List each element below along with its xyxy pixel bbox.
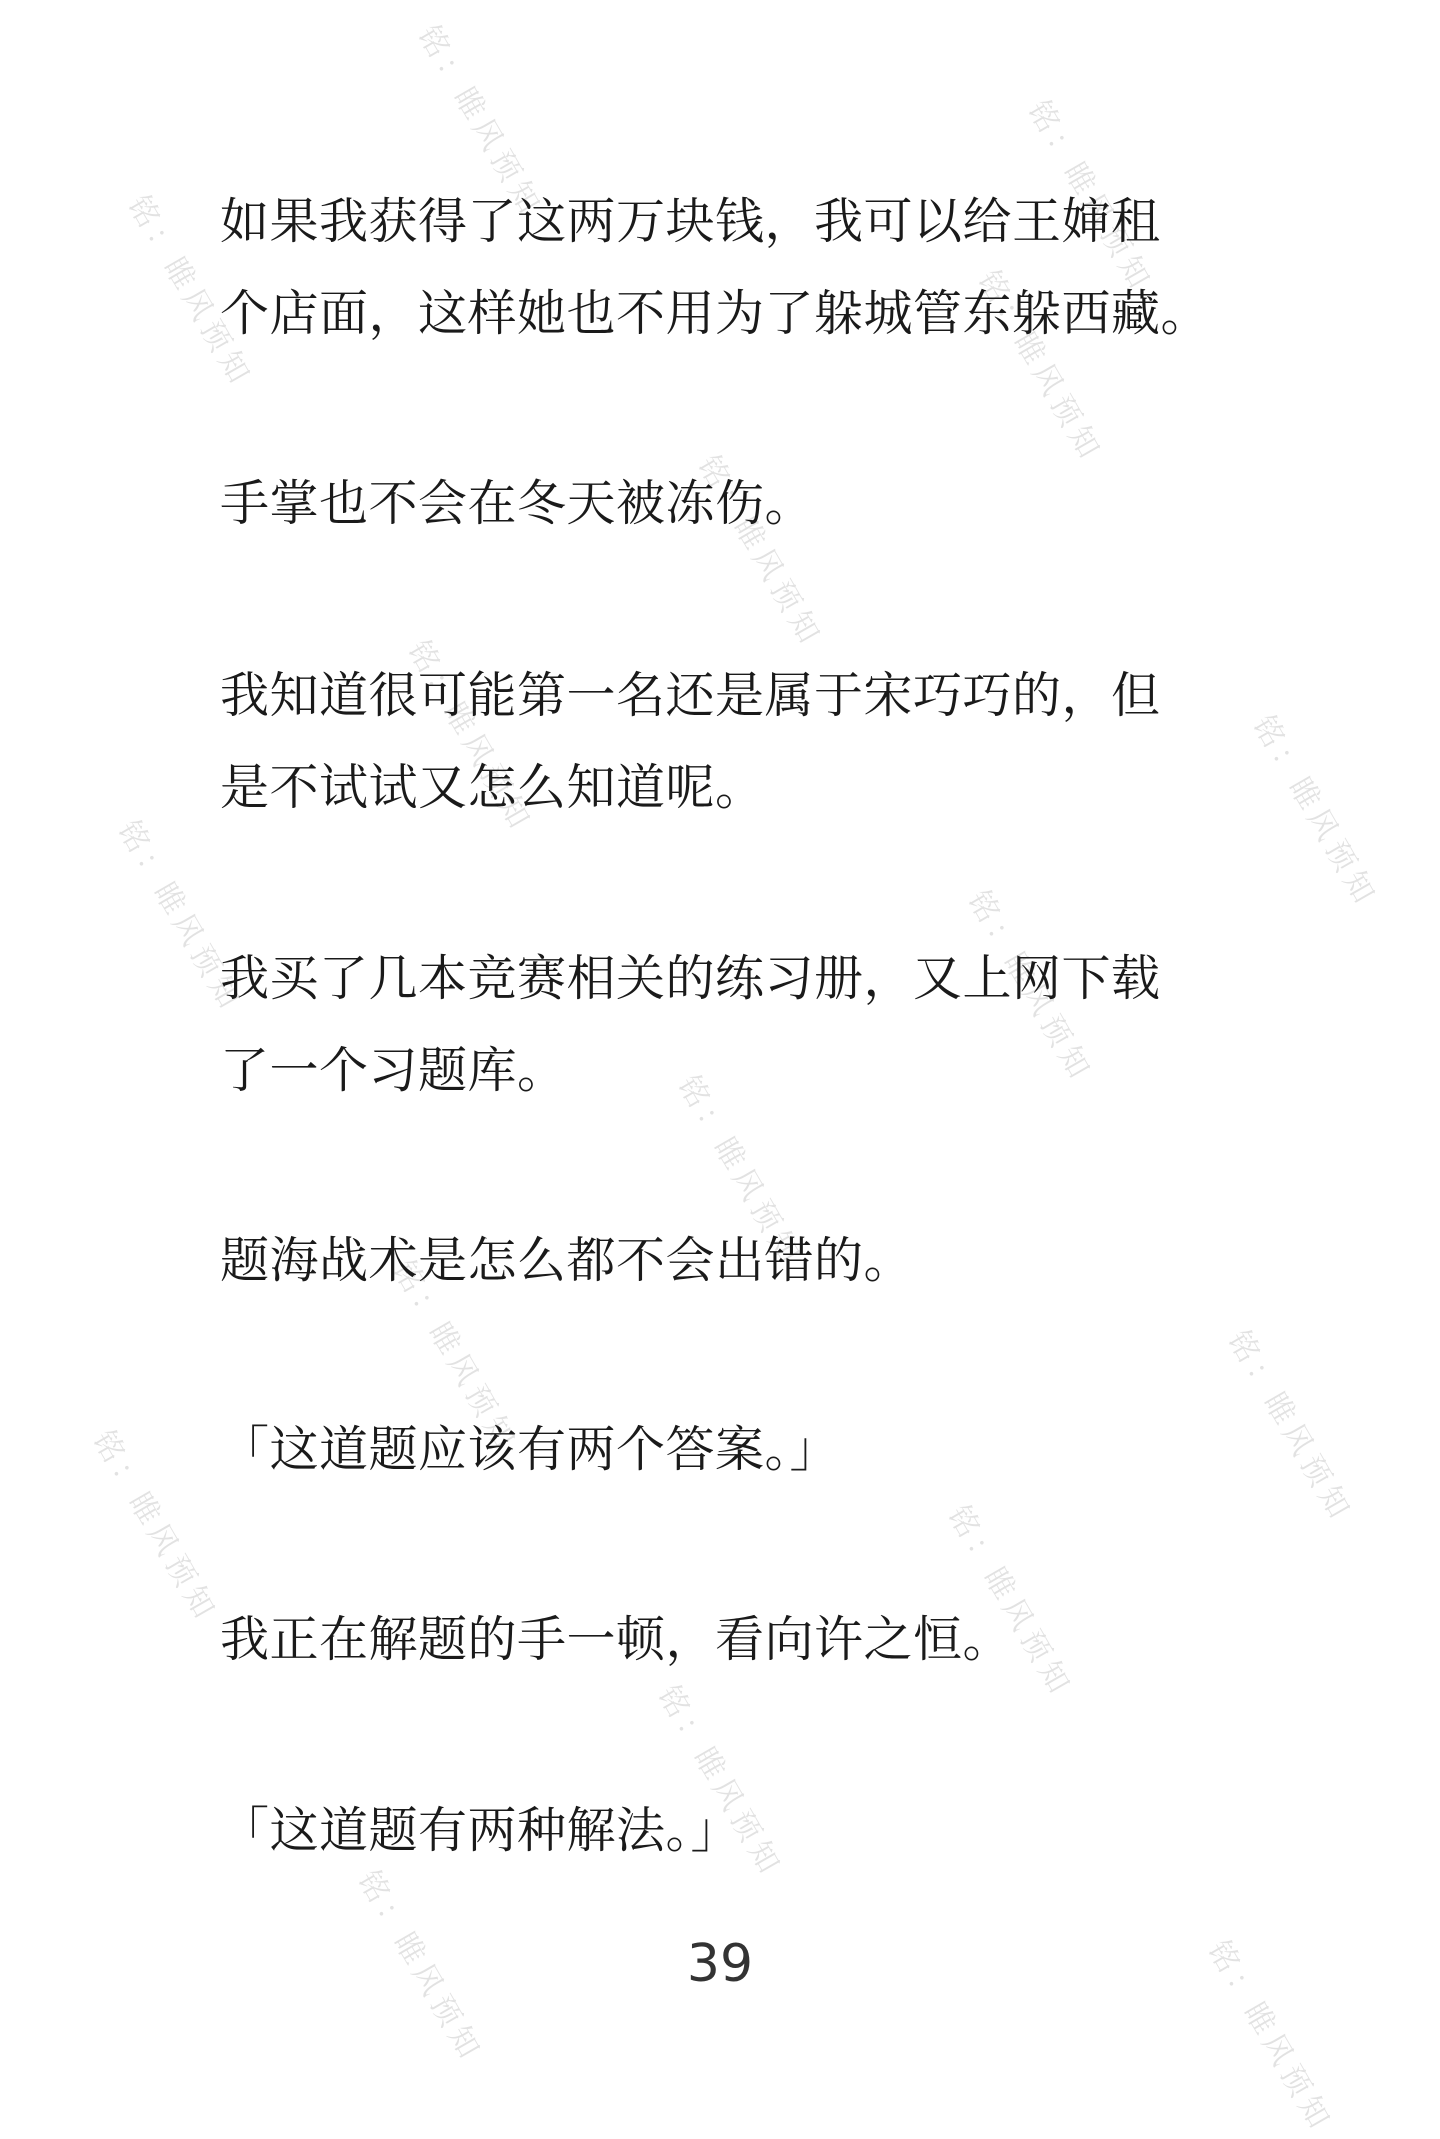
watermark: 铭：睢风预知	[1200, 1934, 1339, 2139]
paragraph: 我正在解题的手一顿，看向许之恒。	[220, 1611, 1013, 1668]
paragraph: 我知道很可能第一名还是属于宋巧巧的，但 是不试试又怎么知道呢。	[220, 667, 1161, 816]
watermark: 铭：睢风预知	[385, 1254, 524, 1460]
paragraph: 「这道题有两种解法。」	[220, 1802, 741, 1859]
watermark: 铭：睢风预知	[670, 1069, 809, 1275]
watermark: 铭：睢风预知	[85, 1424, 224, 1630]
watermark: 铭：睢风预知	[940, 1499, 1079, 1705]
paragraph: 如果我获得了这两万块钱，我可以给王婶租 个店面，这样她也不用为了躲城管东躲西藏。	[220, 193, 1211, 342]
watermark: 铭：睢风预知	[120, 189, 259, 395]
watermark: 铭：睢风预知	[410, 19, 549, 225]
paragraph: 我买了几本竞赛相关的练习册，又上网下载 了一个习题库。	[220, 950, 1161, 1099]
watermark: 铭：睢风预知	[1245, 709, 1384, 915]
watermark: 铭：睢风预知	[110, 814, 249, 1020]
paragraph: 手掌也不会在冬天被冻伤。	[220, 475, 815, 532]
watermark: 铭：睢风预知	[970, 264, 1109, 470]
watermark: 铭：睢风预知	[1020, 94, 1159, 300]
watermark: 铭：睢风预知	[1220, 1324, 1359, 1530]
paragraph: 「这道题应该有两个答案。」	[220, 1421, 840, 1478]
paragraph: 题海战术是怎么都不会出错的。	[220, 1232, 914, 1289]
watermark: 铭：睢风预知	[690, 449, 829, 655]
watermark: 铭：睢风预知	[650, 1679, 789, 1885]
watermark: 铭：睢风预知	[400, 634, 539, 840]
watermark: 铭：睢风预知	[960, 884, 1099, 1090]
watermark: 铭：睢风预知	[350, 1864, 489, 2070]
page-number: 39	[686, 1934, 754, 1994]
